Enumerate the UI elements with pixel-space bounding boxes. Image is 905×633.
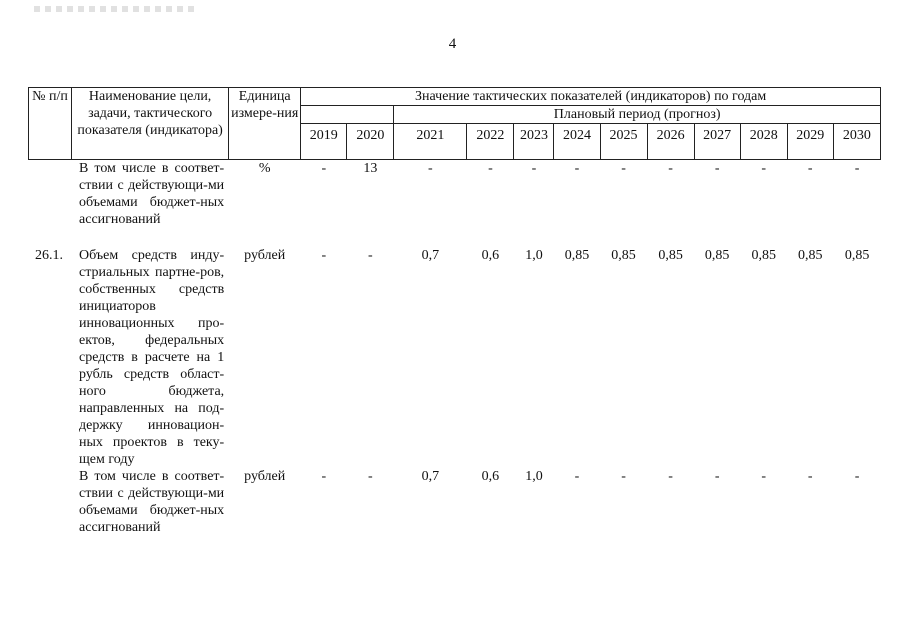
row-value: - [367, 469, 373, 484]
row-value: 13 [363, 161, 378, 176]
row-value: 0,85 [658, 248, 683, 263]
row-value: - [854, 469, 860, 484]
row-name: В том числе в соответ-ствии с действующи-ми объемами бюджет-ных ассигнований [79, 469, 225, 535]
table-row [29, 160, 881, 229]
row-name: Объем средств инду-стриальных партне-ров, собственных средств инициаторов инновационных про-ектов, федеральных средств в расчете на 1 рубль средств област-ного бюджета, направленных на под-держку инновацион-ных проектов в теку-щем году [79, 248, 225, 467]
row-value: 0,85 [797, 248, 823, 263]
row-unit: % [258, 161, 271, 176]
header-num: № п/п [29, 88, 72, 160]
header-plan-period: Плановый период (прогноз) [394, 106, 881, 124]
header-year: 2024 [554, 124, 600, 160]
row-value: - [428, 161, 433, 176]
row-value: - [621, 469, 626, 484]
row-value: - [574, 469, 580, 484]
row-value: 0,85 [751, 248, 776, 263]
row-value: 0,7 [421, 248, 440, 263]
row-unit: рублей [244, 248, 286, 263]
row-value: 0,85 [704, 248, 730, 263]
row-num: 26.1. [35, 248, 63, 263]
row-value: - [714, 469, 720, 484]
header-year: 2021 [394, 124, 467, 160]
row-num [29, 468, 72, 536]
row-value: 1,0 [525, 469, 543, 484]
row-value: 0,6 [481, 248, 500, 263]
row-value: - [807, 161, 813, 176]
row-value: - [367, 248, 373, 263]
header-name: Наименование цели, задачи, тактического показателя (индикатора) [72, 88, 229, 160]
row-value: - [621, 161, 626, 176]
row-value: - [714, 161, 720, 176]
row-value: 1,0 [525, 248, 543, 263]
header-year: 2028 [740, 124, 787, 160]
header-values-title: Значение тактических показателей (индикаторов) по годам [301, 88, 881, 106]
row-value: - [321, 161, 327, 176]
row-value: - [488, 161, 493, 176]
header-unit: Единица измере-ния [229, 88, 301, 160]
row-value: 0,7 [421, 469, 440, 484]
header-year: 2025 [600, 124, 647, 160]
row-spacer [29, 228, 881, 247]
header-year: 2022 [467, 124, 514, 160]
indicators-table [28, 87, 881, 536]
header-year: 2026 [647, 124, 694, 160]
row-unit: рублей [244, 469, 286, 484]
header-year: 2029 [787, 124, 833, 160]
table-row [29, 247, 881, 468]
header-year: 2023 [514, 124, 554, 160]
row-value: - [854, 161, 860, 176]
row-name: В том числе в соответ-ствии с действующи-ми объемами бюджет-ных ассигнований [79, 161, 225, 227]
row-value: - [321, 469, 327, 484]
header-year: 2020 [347, 124, 394, 160]
row-value: 0,85 [844, 248, 870, 263]
table-row [29, 468, 881, 536]
row-value: - [531, 161, 537, 176]
header-empty [301, 106, 394, 124]
row-value: - [321, 248, 327, 263]
row-value: - [761, 161, 767, 176]
row-value: - [668, 469, 673, 484]
header-year: 2019 [301, 124, 347, 160]
page-number: 4 [448, 36, 457, 52]
scan-artifact [34, 6, 194, 12]
row-value: - [807, 469, 813, 484]
header-year: 2030 [833, 124, 880, 160]
row-value: 0,6 [481, 469, 500, 484]
row-value: - [761, 469, 767, 484]
row-value: 0,85 [564, 248, 590, 263]
row-value: - [574, 161, 580, 176]
header-year: 2027 [694, 124, 740, 160]
row-num [29, 160, 72, 229]
row-value: - [668, 161, 673, 176]
row-value: 0,85 [611, 248, 636, 263]
